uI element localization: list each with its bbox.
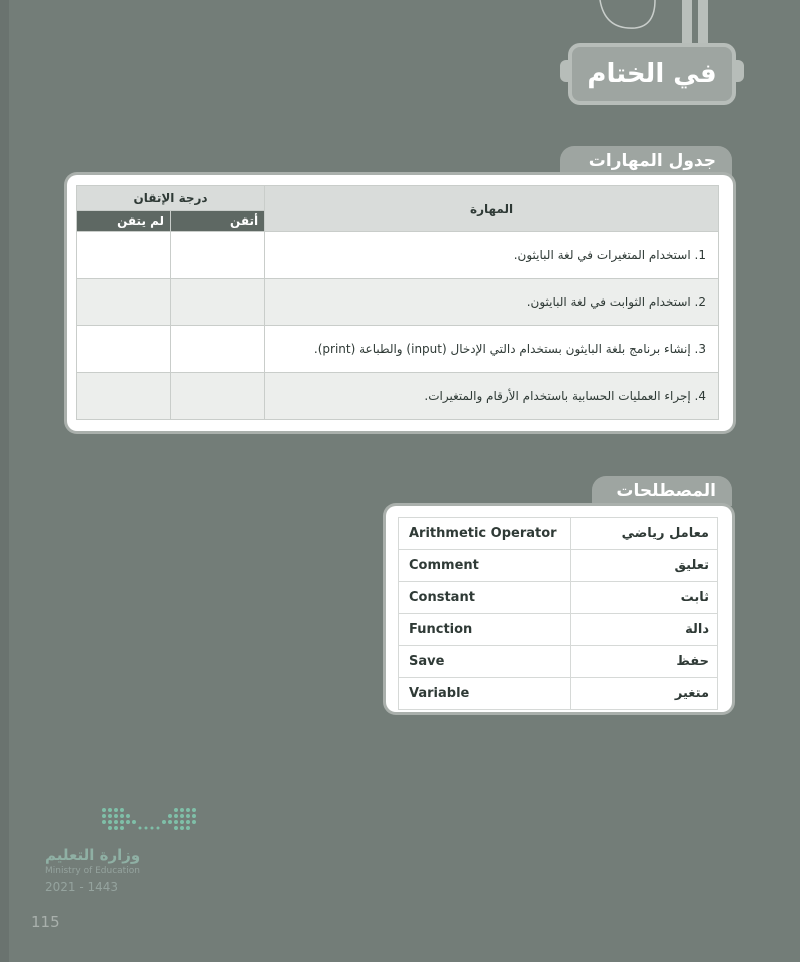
term-row xyxy=(399,646,718,678)
skill-cell: 1. استخدام المتغيرات في لغة البايثون. xyxy=(265,232,719,279)
term-english: Arithmetic Operator xyxy=(399,518,571,550)
term-row xyxy=(399,678,718,710)
not-mastered-checkbox-cell[interactable] xyxy=(77,373,171,420)
not-mastered-checkbox-cell[interactable] xyxy=(77,279,171,326)
mastered-checkbox-cell[interactable] xyxy=(171,326,265,373)
term-arabic: دالة xyxy=(571,614,718,646)
ministry-logo-icon xyxy=(100,806,200,836)
table-row xyxy=(77,326,719,373)
column-header-mastered: أتقن xyxy=(171,211,265,232)
page-title: في الختام xyxy=(587,59,717,89)
term-english: Variable xyxy=(399,678,571,710)
ministry-name-arabic: وزارة التعليم xyxy=(45,846,141,864)
page-edge xyxy=(0,0,9,962)
skill-cell: 4. إجراء العمليات الحسابية باستخدام الأرقام والمتغيرات. xyxy=(265,373,719,420)
mastered-checkbox-cell[interactable] xyxy=(171,279,265,326)
skill-cell: 2. استخدام الثوابت في لغة البايثون. xyxy=(265,279,719,326)
edition-year: 2021 - 1443 xyxy=(45,880,119,894)
term-arabic: حفظ xyxy=(571,646,718,678)
term-english: Function xyxy=(399,614,571,646)
term-english: Constant xyxy=(399,582,571,614)
not-mastered-checkbox-cell[interactable] xyxy=(77,326,171,373)
term-arabic: ثابت xyxy=(571,582,718,614)
not-mastered-checkbox-cell[interactable] xyxy=(77,232,171,279)
term-arabic: معامل رياضي xyxy=(571,518,718,550)
term-row xyxy=(399,518,718,550)
page-number: 115 xyxy=(31,913,60,931)
table-row xyxy=(77,232,719,279)
column-header-not-mastered: لم يتقن xyxy=(77,211,171,232)
table-row xyxy=(77,279,719,326)
term-arabic: تعليق xyxy=(571,550,718,582)
column-header-mastery: درجة الإتقان xyxy=(77,186,265,211)
skills-table xyxy=(76,185,719,420)
skill-cell: 3. إنشاء برنامج بلغة البايثون بستخدام دالتي الإدخال (input) والطباعة (print). xyxy=(265,326,719,373)
term-english: Save xyxy=(399,646,571,678)
mastered-checkbox-cell[interactable] xyxy=(171,373,265,420)
terms-heading: المصطلحات xyxy=(592,476,732,506)
terms-table xyxy=(398,517,718,710)
mastered-checkbox-cell[interactable] xyxy=(171,232,265,279)
column-header-skill: المهارة xyxy=(265,186,719,232)
ministry-name-english: Ministry of Education xyxy=(45,866,140,876)
skills-heading: جدول المهارات xyxy=(560,146,732,176)
term-arabic: متغير xyxy=(571,678,718,710)
term-row xyxy=(399,582,718,614)
term-row xyxy=(399,550,718,582)
table-row xyxy=(77,373,719,420)
term-row xyxy=(399,614,718,646)
term-english: Comment xyxy=(399,550,571,582)
